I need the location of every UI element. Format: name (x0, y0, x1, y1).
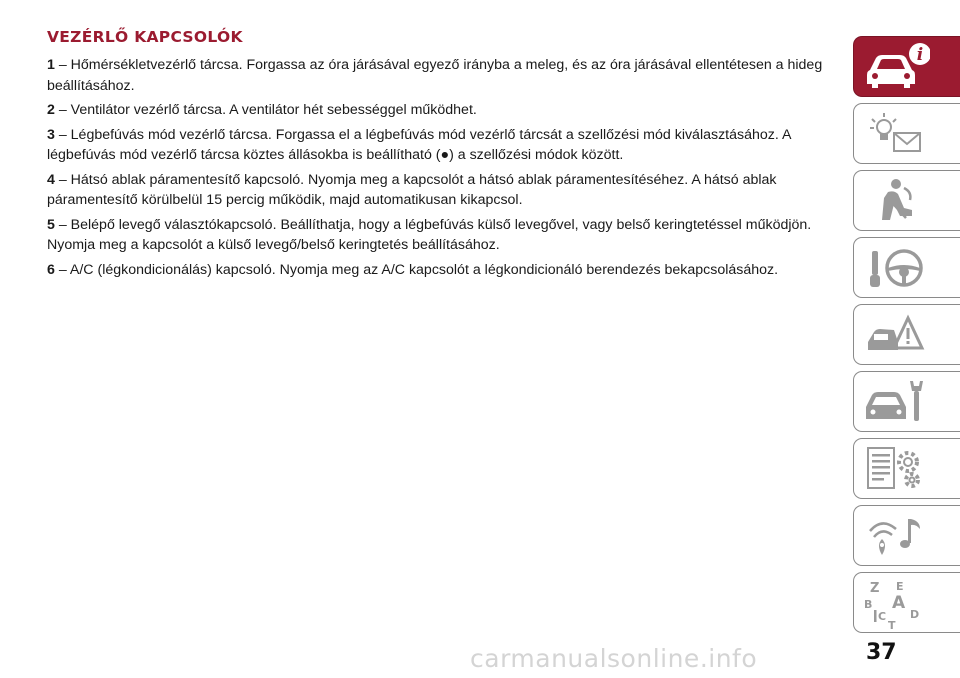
chapter-tabs (853, 36, 960, 639)
watermark: carmanualsonline.info (470, 644, 758, 673)
list-item (47, 260, 837, 281)
steering-wheel-icon (860, 241, 930, 295)
index-letter: E (896, 580, 904, 593)
tab-multimedia[interactable] (853, 505, 960, 566)
item-number: 2 (47, 102, 55, 118)
seat-airbag-icon (860, 174, 930, 228)
accident-warning-icon (860, 308, 930, 362)
item-number: 6 (47, 261, 55, 278)
tab-maintenance[interactable] (853, 371, 960, 432)
svg-text:i: i (916, 45, 924, 65)
main-content (47, 28, 837, 284)
tab-warning-lights[interactable] (853, 103, 960, 164)
tab-index[interactable] (853, 572, 960, 633)
tab-car-info[interactable] (853, 36, 960, 97)
page-number: 37 (866, 640, 897, 665)
item-text: – Hőmérsékletvezérlő tárcsa. Forgassa az óra járásával egyező irányba a meleg, és az óra járásával ellentétesen a hideg beállításához. (47, 57, 823, 94)
list-item (47, 215, 837, 256)
index-letter: A (892, 593, 906, 613)
car-info-icon (860, 40, 930, 94)
car-service-icon (860, 375, 930, 429)
tab-driving[interactable] (853, 237, 960, 298)
index-letter: T (888, 619, 896, 630)
item-text: – Légbefúvás mód vezérlő tárcsa. Forgassa el a légbefúvás mód vezérlő tárcsát a szellőzési mód kiválasztásához. A légbefúvás mód vezérlő tárcsa köztes állásokba is beállítható (●) a szellőzési módok között. (47, 126, 791, 163)
warning-lights-icon (860, 107, 930, 161)
index-letter: C (878, 610, 887, 623)
tab-emergency[interactable] (853, 304, 960, 365)
alphabetical-index-icon (860, 576, 930, 630)
item-number: 5 (47, 216, 55, 233)
tab-safety[interactable] (853, 170, 960, 231)
section-heading: VEZÉRLŐ KAPCSOLÓK (47, 28, 243, 46)
multimedia-icon (860, 509, 930, 563)
item-number: 3 (47, 126, 55, 143)
item-number: 4 (47, 171, 55, 188)
index-letter: B (864, 598, 873, 611)
item-number: 1 (47, 57, 55, 73)
tab-specifications[interactable] (853, 438, 960, 499)
item-text: – Hátsó ablak páramentesítő kapcsoló. Nyomja meg a kapcsolót a hátsó ablak páramentesítéséhez. A hátsó ablak páramentesítő körülbelül 15 percig működik, majd automatikusan kikapcsol. (47, 171, 777, 208)
list-item (47, 100, 837, 121)
list-item (47, 125, 837, 166)
list-item (47, 170, 837, 211)
item-text: – Belépő levegő választókapcsoló. Beállíthatja, hogy a légbefúvás külső levegővel, vagy belső keringtetéssel működjön. Nyomja meg a kapcsolót a külső levegő/belső keringtetés beállításához. (47, 216, 812, 253)
index-letter: D (910, 608, 920, 621)
list-item (47, 55, 837, 96)
index-letter: Z (870, 581, 880, 596)
specifications-gear-icon (860, 442, 930, 496)
item-text: – Ventilátor vezérlő tárcsa. A ventilátor hét sebességgel működhet. (54, 102, 477, 118)
item-text: – A/C (légkondicionálás) kapcsoló. Nyomja meg az A/C kapcsolót a légkondicionáló berendezés bekapcsolásához. (54, 261, 779, 278)
